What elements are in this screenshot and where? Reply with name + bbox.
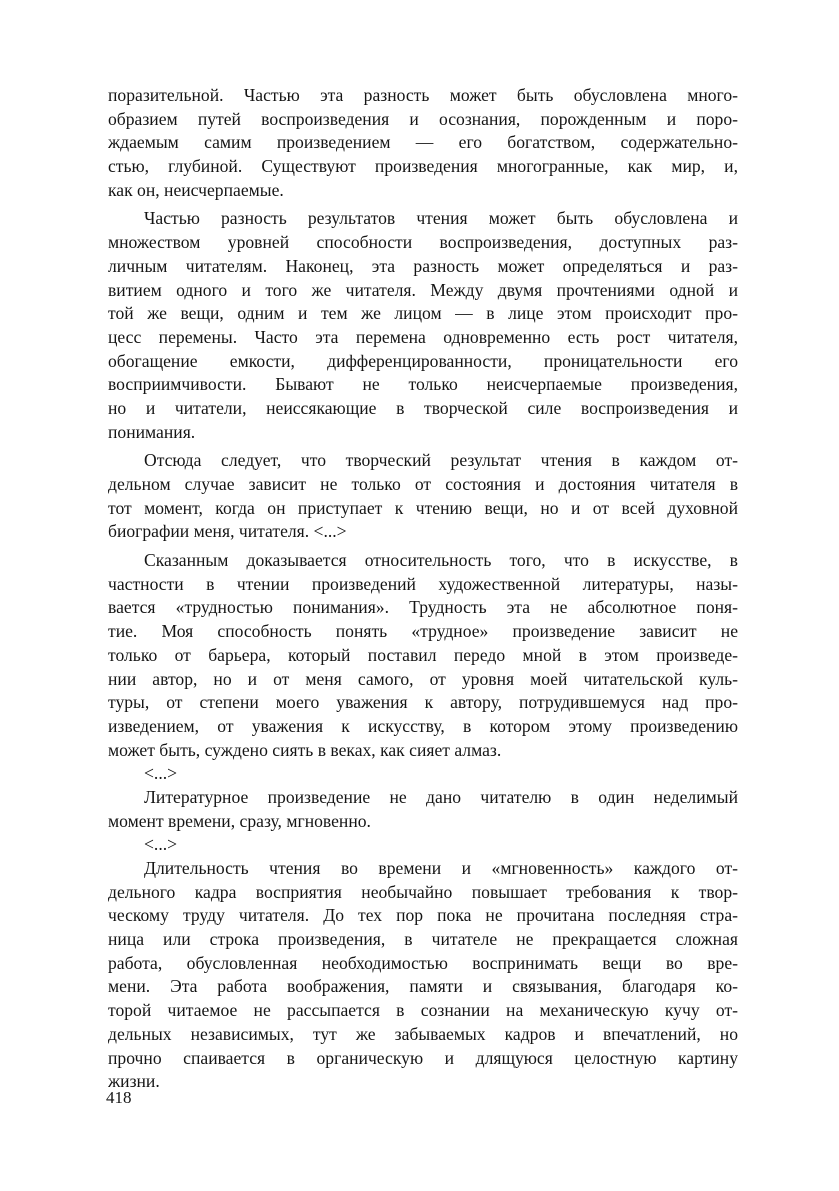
text-line: Литературное произведение не дано читателю в один неделимый <box>144 786 738 807</box>
text-line: нии автор, но и от меня самого, от уровня моей читательской куль- <box>108 668 738 689</box>
page-number: 418 <box>106 1088 132 1107</box>
text-line: дельного кадра восприятия необычайно повышает требования к твор- <box>108 881 738 902</box>
paragraph <box>108 786 738 833</box>
text-line: изведением, от уважения к искусству, в котором этому произведению <box>108 715 738 736</box>
text-line: обогащение емкости, дифференцированности, проницательности его <box>108 350 738 371</box>
text-line: но и читатели, неиссякающие в творческой силе воспроизведения и <box>108 397 738 418</box>
paragraph <box>108 449 738 544</box>
text-line: прочно спаивается в органическую и длящуюся целостную картину <box>108 1047 738 1068</box>
body-text <box>108 84 738 1094</box>
text-line: как он, неисчерпаемые. <box>108 179 284 200</box>
paragraph <box>108 84 738 202</box>
text-line: дельном случае зависит не только от состояния и достояния читателя в <box>108 474 738 494</box>
text-line: стью, глубиной. Существуют произведения многогранные, как мир, и, <box>108 156 738 177</box>
text-line: ждаемым самим произведением — его богатством, содержательно- <box>108 132 738 153</box>
text-line: поразительной. Частью эта разность может быть обусловлена много- <box>108 85 738 105</box>
text-line: Сказанным доказывается относительность того, что в искусстве, в <box>144 550 738 571</box>
paragraph <box>108 207 738 444</box>
text-line: ческому труду читателя. До тех пор пока не прочитана последняя стра- <box>108 905 738 926</box>
text-line: вается «трудностью понимания». Трудность эта не абсолютное поня- <box>108 597 738 618</box>
text-line: дельных независимых, тут же забываемых кадров и впечатлений, но <box>108 1023 738 1044</box>
text-line: той же вещи, одним и тем же лицом — в лице этом происходит про- <box>108 303 738 324</box>
text-line: множеством уровней способности воспроизведения, доступных раз- <box>108 232 738 253</box>
text-line: личным читателям. Наконец, эта разность может определяться и раз- <box>108 255 738 276</box>
text-line: ница или строка произведения, в читателе не прекращается сложная <box>108 929 738 950</box>
text-line: восприимчивости. Бывают не только неисчерпаемые произведения, <box>108 374 738 395</box>
omission-mark: <...> <box>144 834 178 855</box>
text-line: частности в чтении произведений художественной литературы, назы- <box>108 573 738 594</box>
text-line: работа, обусловленная необходимостью воспринимать вещи во вре- <box>108 952 738 973</box>
paragraph <box>108 549 738 762</box>
text-line: только от барьера, который поставил передо мной в этом произведе- <box>108 644 738 665</box>
text-line: может быть, суждено сиять в веках, как сияет алмаз. <box>108 739 502 760</box>
text-line: тот момент, когда он приступает к чтению вещи, но и от всей духовной <box>108 497 738 518</box>
text-line: тие. Моя способность понять «трудное» произведение зависит не <box>108 621 738 642</box>
text-line: туры, от степени моего уважения к автору, потрудившемуся над про- <box>108 692 738 713</box>
text-line: понимания. <box>108 421 196 442</box>
paragraph <box>108 857 738 1094</box>
text-line: жизни. <box>108 1071 160 1092</box>
text-line: образием путей воспроизведения и осознания, порожденным и поро- <box>108 108 738 129</box>
text-line: Длительность чтения во времени и «мгновенность» каждого от- <box>144 858 738 878</box>
omission-mark: <...> <box>144 763 178 784</box>
text-line: биографии меня, читателя. <...> <box>108 521 347 542</box>
text-line: торой читаемое не рассыпается в сознании на механическую кучу от- <box>108 1000 738 1021</box>
text-line: Отсюда следует, что творческий результат чтения в каждом от- <box>144 450 738 471</box>
text-line: витием одного и того же читателя. Между двумя прочтениями одной и <box>108 279 738 300</box>
text-line: Частью разность результатов чтения может быть обусловлена и <box>144 208 738 229</box>
text-line: мени. Эта работа воображения, памяти и связывания, благодаря ко- <box>108 976 738 997</box>
text-line: момент времени, сразу, мгновенно. <box>108 810 371 831</box>
text-line: цесс перемены. Часто эта перемена одновременно есть рост читателя, <box>108 326 738 347</box>
